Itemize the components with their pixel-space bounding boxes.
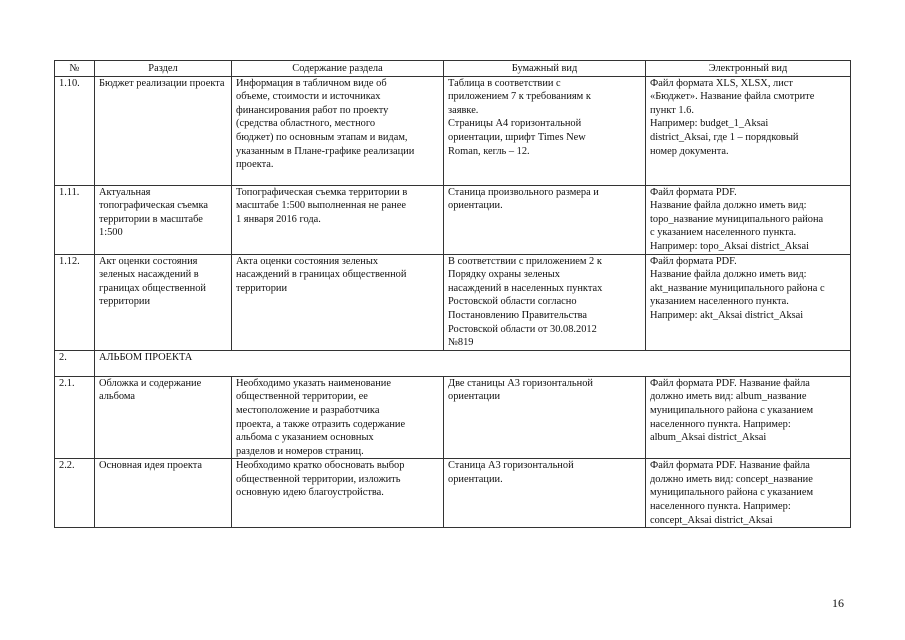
table-row [55, 459, 851, 528]
row-electronic: Файл формата PDF. Название файла должно иметь вид: topo_название муниципального района с указанием населенного пункта. Например: topo_Aksai district_Aksai [646, 185, 851, 254]
row-number: 2.2. [55, 459, 95, 528]
header-electronic: Электронный вид [646, 61, 851, 77]
row-content: Необходимо кратко обосновать выбор общественной территории, изложить основную идею благоустройства. [232, 459, 444, 528]
row-number: 2.1. [55, 376, 95, 459]
table-row [55, 376, 851, 459]
row-paper: Станица А3 горизонтальной ориентации. [444, 459, 646, 528]
row-content: Топографическая съемка территории в масштабе 1:500 выполненная не ранее 1 января 2016 года. [232, 185, 444, 254]
row-paper: В соответствии с приложением 2 к Порядку охраны зеленых насаждений в населенных пунктах Ростовской области согласно Постановлению Правительства Ростовской области от 30.08.2012 №819 [444, 254, 646, 350]
header-content: Содержание раздела [232, 61, 444, 77]
table-row [55, 76, 851, 185]
table-header-row [55, 61, 851, 77]
row-electronic: Файл формата XLS, XLSX, лист «Бюджет». Название файла смотрите пункт 1.6. Например: budget_1_Aksai district_Aksai, где 1 – порядковый номер документа. [646, 76, 851, 185]
section-title: АЛЬБОМ ПРОЕКТА [95, 350, 851, 376]
table-row [55, 185, 851, 254]
row-paper: Таблица в соответствии с приложением 7 к требованиям к заявке. Страницы А4 горизонтальной ориентации, шрифт Times New Roman, кегль – 12. [444, 76, 646, 185]
row-electronic: Файл формата PDF. Название файла должно иметь вид: akt_название муниципального района с указанием населенного пункта. Например: akt_Aksai district_Aksai [646, 254, 851, 350]
row-section: Бюджет реализации проекта [95, 76, 232, 185]
row-paper: Станица произвольного размера и ориентации. [444, 185, 646, 254]
row-electronic: Файл формата PDF. Название файла должно иметь вид: album_название муниципального района с указанием населенного пункта. Например: album_Aksai district_Aksai [646, 376, 851, 459]
row-number: 1.11. [55, 185, 95, 254]
header-paper: Бумажный вид [444, 61, 646, 77]
table-row [55, 254, 851, 350]
row-number: 1.10. [55, 76, 95, 185]
row-section: Акт оценки состояния зеленых насаждений в границах общественной территории [95, 254, 232, 350]
page-number: 16 [832, 596, 844, 610]
section-number: 2. [55, 350, 95, 376]
row-electronic: Файл формата PDF. Название файла должно иметь вид: concept_название муниципального района с указанием населенного пункта. Например: concept_Aksai district_Aksai [646, 459, 851, 528]
header-num: № [55, 61, 95, 77]
row-paper: Две станицы А3 горизонтальной ориентации [444, 376, 646, 459]
section-heading-row [55, 350, 851, 376]
header-section: Раздел [95, 61, 232, 77]
row-content: Необходимо указать наименование общественной территории, ее местоположение и разработчика проекта, а также отразить содержание альбома с указанием основных разделов и номеров страниц. [232, 376, 444, 459]
row-content: Акта оценки состояния зеленых насаждений в границах общественной территории [232, 254, 444, 350]
row-section: Актуальная топографическая съемка территории в масштабе 1:500 [95, 185, 232, 254]
requirements-table [54, 60, 851, 528]
row-number: 1.12. [55, 254, 95, 350]
row-section: Основная идея проекта [95, 459, 232, 528]
row-section: Обложка и содержание альбома [95, 376, 232, 459]
row-content: Информация в табличном виде об объеме, стоимости и источниках финансирования работ по проекту (средства областного, местного бюджет) по основным этапам и видам, указанным в Плане-графике реализации проекта. [232, 76, 444, 185]
